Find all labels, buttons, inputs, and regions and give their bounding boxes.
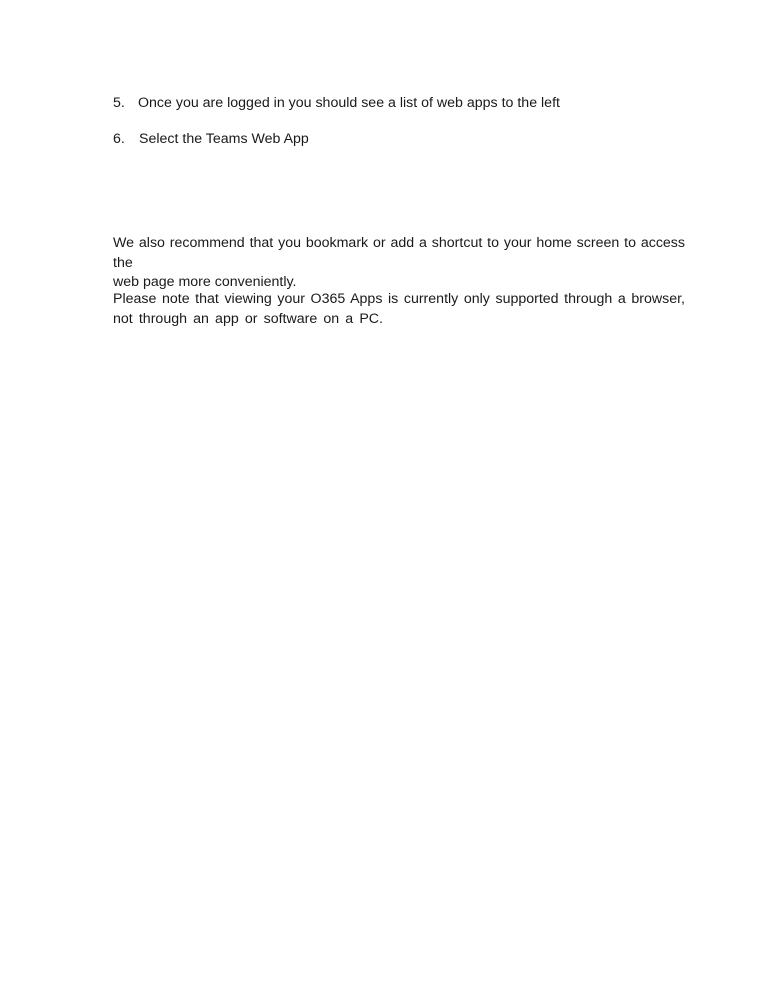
paragraph-line: not through an app or software on a PC. (113, 310, 383, 327)
browser-note-paragraph (113, 290, 685, 329)
paragraph-line: web page more conveniently. (113, 274, 297, 290)
step-5 (113, 93, 560, 113)
step-text: Select the Teams Web App (139, 131, 309, 147)
paragraph-line: Please note that viewing your O365 Apps is currently only supported through a browser, (113, 291, 685, 307)
paragraph-line: We also recommend that you bookmark or add a shortcut to your home screen to access the (113, 235, 685, 271)
bookmark-paragraph (113, 234, 685, 293)
step-number: 6. (113, 131, 125, 147)
step-6 (113, 129, 309, 149)
step-number: 5. (113, 95, 125, 111)
step-text: Once you are logged in you should see a list of web apps to the left (138, 95, 560, 111)
